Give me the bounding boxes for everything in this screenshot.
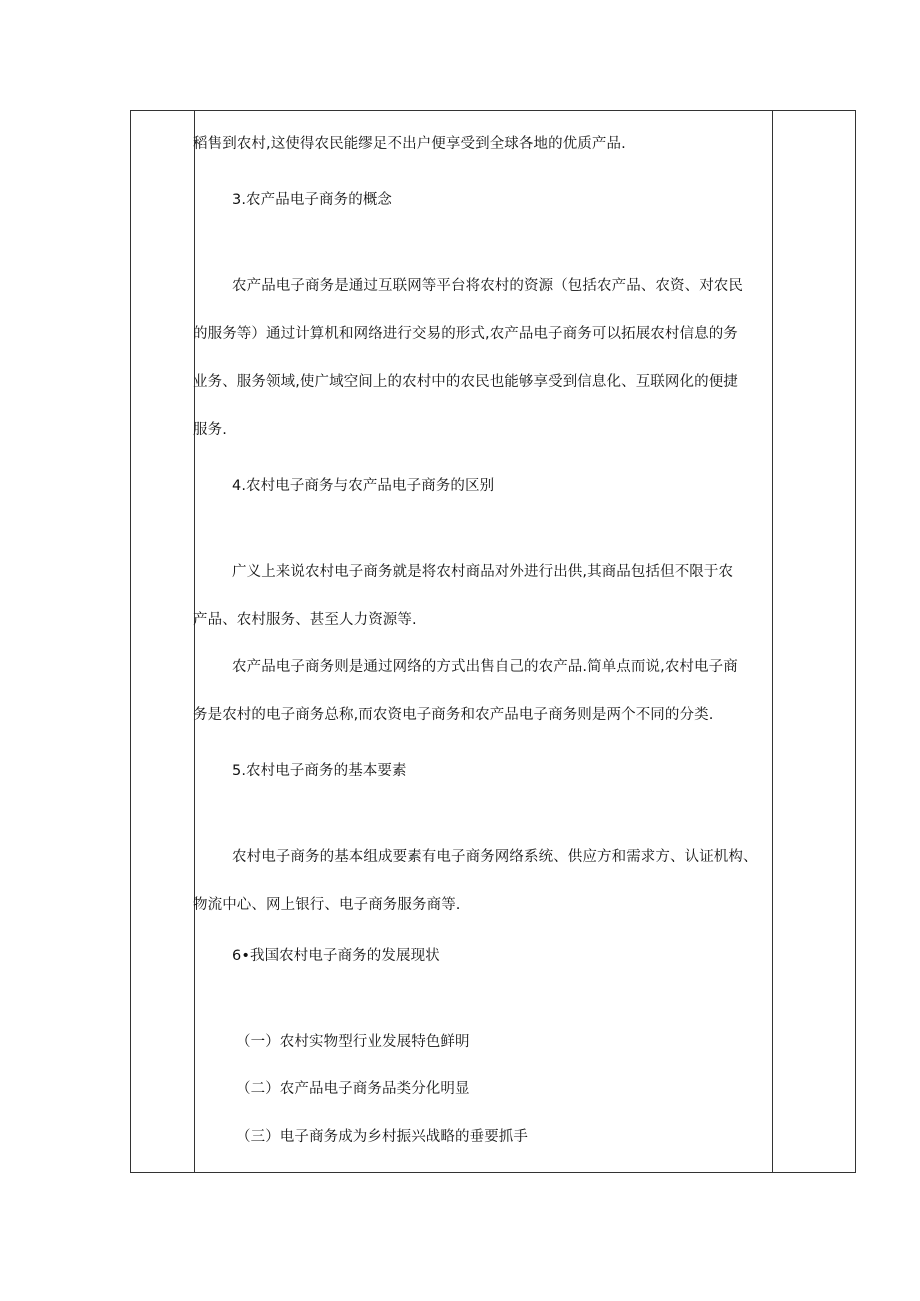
body-text-line: 业务、服务领域,使广域空间上的农村中的农民也能够享受到信息化、互联网化的便捷	[193, 374, 738, 390]
table-frame	[130, 110, 856, 1173]
left-column-divider	[194, 111, 195, 1172]
body-text-line: 的服务等）通过计算机和网络进行交易的形式,农产品电子商务可以拓展农村信息的务	[193, 326, 738, 342]
body-text-line: 稻售到农村,这使得农民能缪足不出户便享受到全球各地的优质产品.	[193, 136, 626, 152]
section-heading-6: 6•我国农村电子商务的发展现状	[232, 948, 440, 964]
section-heading-3: 3.农产品电子商务的概念	[232, 192, 393, 208]
body-text-line: 农村电子商务的基本组成要素有电子商务网络系统、供应方和需求方、认证机构、	[232, 849, 758, 865]
body-text-line: 产品、农村服务、甚至人力资源等.	[193, 612, 417, 628]
body-text-line: 务是农村的电子商务总称,而农资电子商务和农产品电子商务则是两个不同的分类.	[193, 707, 714, 723]
body-text-line: 农产品电子商务则是通过网络的方式出售自己的农产品.简单点而说,农村电子商	[232, 659, 738, 675]
body-text-line: 服务.	[193, 422, 227, 438]
section-heading-4: 4.农村电子商务与农产品电子商务的区别	[232, 478, 495, 494]
section-heading-5: 5.农村电子商务的基本要素	[232, 763, 407, 779]
list-item: （一）农村实物型行业发展特色鲜明	[236, 1034, 470, 1050]
body-text-line: 广义上来说农村电子商务就是将农村商品对外进行出供,其商品包括但不限于农	[232, 564, 734, 580]
body-text-line: 物流中心、网上银行、电子商务服务商等.	[193, 897, 461, 913]
list-item: （三）电子商务成为乡村振兴战略的垂要抓手	[236, 1129, 528, 1145]
list-item: （二）农产品电子商务品类分化明显	[236, 1081, 470, 1097]
body-text-line: 农产品电子商务是通过互联网等平台将农村的资源（包括农产品、农资、对农民	[232, 278, 743, 294]
right-column-divider	[772, 111, 773, 1172]
